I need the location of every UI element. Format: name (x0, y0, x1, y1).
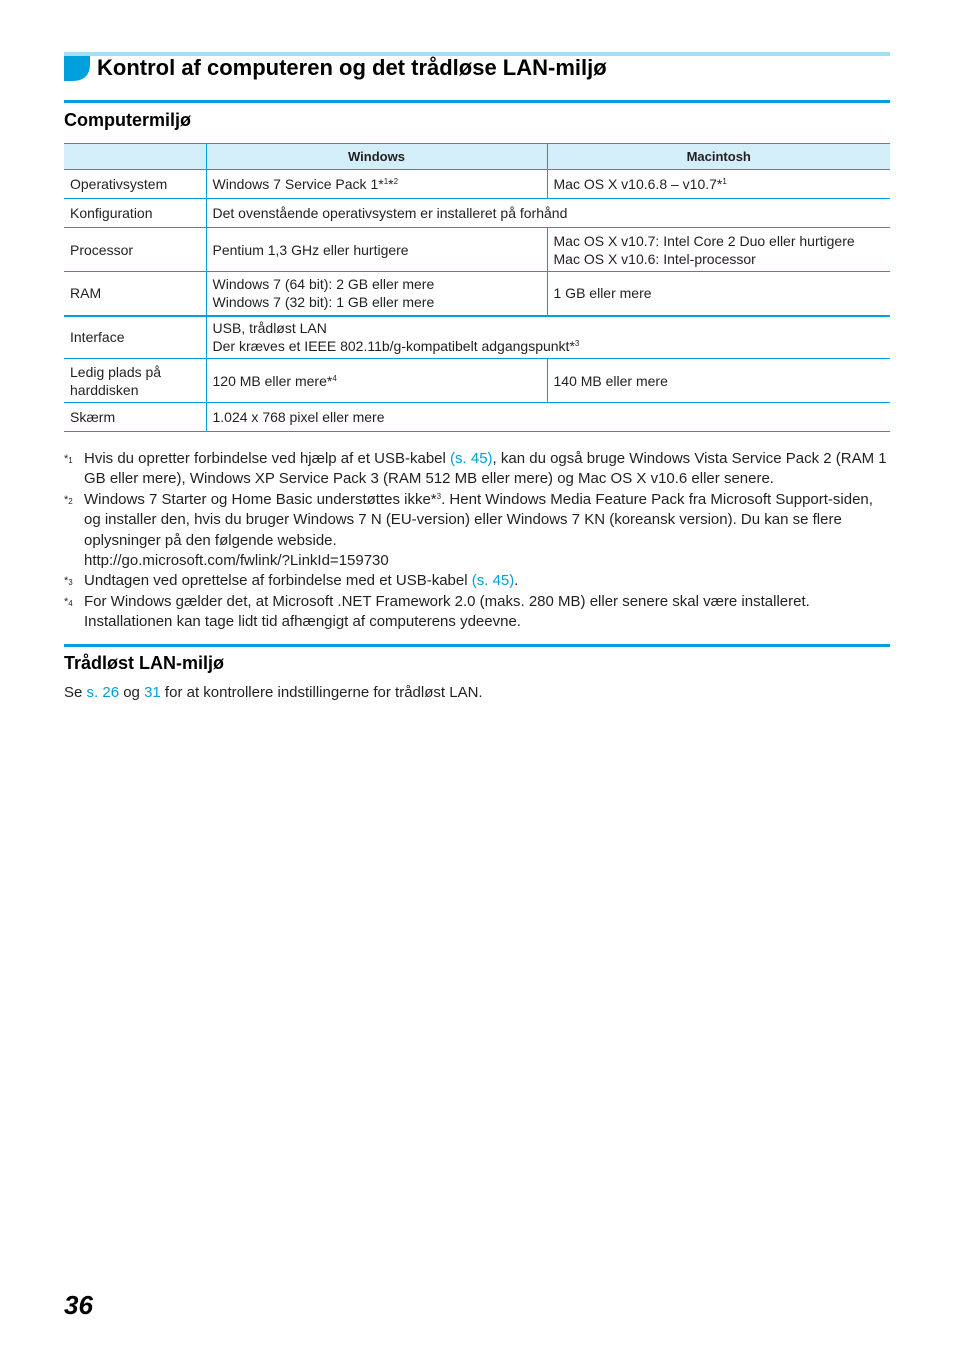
row-label: Interface (64, 316, 206, 359)
table-row (64, 272, 890, 316)
row-label: Processor (64, 228, 206, 272)
footnote-mark: $*_3$ (64, 575, 73, 588)
cpu-mac: Mac OS X v10.7: Intel Core 2 Duo eller hurtigere Mac OS X v10.6: Intel-processor (547, 228, 890, 272)
section-heading-computer: Computermiljø (64, 110, 192, 130)
table-row (64, 170, 890, 199)
header-macintosh: Macintosh (547, 144, 890, 170)
disk-windows: 120 MB eller mere*$^4$ (206, 359, 547, 403)
row-label: Skærm (64, 403, 206, 432)
config-value: Det ovenstående operativsystem er installeret på forhånd (206, 199, 890, 228)
ram-windows: Windows 7 (64 bit): 2 GB eller mere Windows 7 (32 bit): 1 GB eller mere (206, 272, 547, 316)
cpu-windows: Pentium 1,3 GHz eller hurtigere (206, 228, 547, 272)
disk-mac: 140 MB eller mere (547, 359, 890, 403)
header-windows: Windows (206, 144, 547, 170)
footnote-mark: $*_4$ (64, 595, 73, 608)
interface-value: USB, trådløst LAN Der kræves et IEEE 802.11b/g-kompatibelt adgangspunkt*$^3$ (206, 316, 890, 359)
ram-mac: 1 GB eller mere (547, 272, 890, 316)
table-header-row (64, 144, 890, 170)
row-label: Konfiguration (64, 199, 206, 228)
footnote-mark: $*_1$ (64, 453, 73, 465)
page-link-45[interactable]: (s. 45) (450, 450, 493, 467)
header-empty-cell (64, 144, 206, 170)
footnote-2: $*_2$ Windows 7 Starter og Home Basic understøttes ikke*$^3$. Hent Windows Media Feature Pack fra Microsoft Support-siden, og installer den, hvis du bruger Windows 7 N (EU-version) eller Windows 7 KN (koreansk version). Du kan se flere oplysninger på den følgende webside. http://go.microsoft.com/fwlink/?LinkId=159730 (64, 490, 890, 572)
os-windows: Windows 7 Service Pack 1*$^1$*$^2$ (206, 170, 547, 199)
footnote-3: $*_3$ Undtagen ved oprettelse af forbindelse med et USB-kabel (s. 45). (64, 571, 890, 591)
table-row (64, 228, 890, 272)
page-title: Kontrol af computeren og det trådløse LAN-miljø (97, 55, 607, 80)
page-link-45[interactable]: (s. 45) (471, 572, 515, 590)
section-marker-icon (64, 56, 90, 81)
table-row (64, 316, 890, 359)
page-link-31[interactable]: 31 (144, 684, 161, 701)
footnotes (64, 449, 890, 633)
footnote-4: $*_4$ For Windows gælder det, at Microsoft .NET Framework 2.0 (maks. 280 MB) eller senere skal være installeret. Installationen kan tage lidt tid afhængigt af computerens ydeevne. (64, 592, 810, 631)
footnote-1: $*_1$ Hvis du opretter forbindelse ved hjælp af et USB-kabel (s. 45), kan du også bruge Windows Vista Service Pack 2 (RAM 1 GB eller mere), Windows XP Service Pack 3 (RAM 512 MB eller mere) og Mac OS X v10.6 eller senere. (64, 450, 887, 488)
page-number: 36 (64, 1290, 93, 1320)
section-rule (64, 100, 890, 103)
table-row (64, 359, 890, 403)
display-value: 1.024 x 768 pixel eller mere (206, 403, 890, 432)
page-link-26[interactable]: s. 26 (86, 684, 120, 701)
row-label: RAM (64, 272, 206, 316)
os-mac: Mac OS X v10.6.8 – v10.7*$^1$ (547, 170, 890, 199)
wireless-paragraph: Se s. 26 og 31 for at kontrollere indstillingerne for trådløst LAN. (64, 684, 483, 701)
microsoft-url: http://go.microsoft.com/fwlink/?LinkId=159730 (84, 552, 389, 570)
row-label: Operativsystem (64, 170, 206, 199)
requirements-table (64, 143, 890, 432)
row-label: Ledig plads på harddisken (64, 359, 206, 403)
footnote-mark: $*_2$ (64, 493, 73, 506)
section-heading-wireless: Trådløst LAN-miljø (64, 653, 225, 673)
section-rule (64, 644, 890, 647)
table-row (64, 403, 890, 432)
table-row (64, 199, 890, 228)
